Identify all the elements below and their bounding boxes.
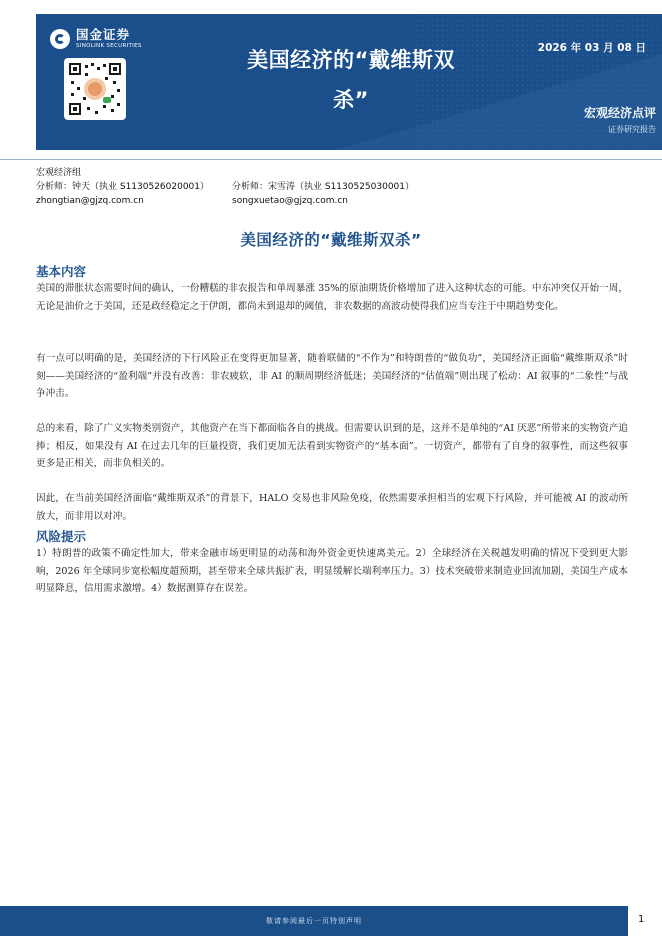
paragraph-basic-1: 美国的滞胀状态需要时间的确认，一份糟糕的非农报告和单周暴涨 35%的原油期货价格增加了进入这种状态的可能。中东冲突仅开始一周，无论是油价之于美国，还是政经稳定之于伊朗，都尚未到退却的阈值，非农数据的高波动使得我们应当专注于中期趋势变化。 — [36, 283, 628, 312]
report-date: 2026 年 03 月 08 日 — [537, 42, 646, 54]
page-number: 1 — [638, 914, 645, 925]
header-divider — [0, 159, 662, 160]
logo-name-en: SINOLINK SECURITIES — [76, 43, 142, 49]
company-logo — [50, 28, 142, 50]
analyst-1-line: 分析师：钟天（执业 S1130526020001） — [36, 182, 210, 192]
footer-disclaimer: 敬请参阅最后一页特别声明 — [266, 917, 362, 925]
logo-name-cn: 国金证券 — [76, 27, 131, 42]
paragraph-basic-4: 因此，在当前美国经济面临“戴维斯双杀”的背景下，HALO 交易也非风险免疫，依然需要承担相当的宏观下行风险，并可能被 AI 的波动所放大，而非用以对冲。 — [36, 493, 628, 522]
analyst-group: 宏观经济组 — [36, 168, 82, 178]
analyst-2-email[interactable]: songxuetao@gjzq.com.cn — [232, 196, 348, 206]
report-title-line-1: 美国经济的“戴维斯双 — [247, 48, 455, 72]
report-category: 宏观经济点评 — [583, 106, 656, 120]
analyst-1-email[interactable]: zhongtian@gjzq.com.cn — [36, 196, 144, 206]
analyst-2 — [232, 180, 452, 208]
header-banner — [36, 14, 662, 150]
paragraph-basic-2: 有一点可以明确的是，美国经济的下行风险正在变得更加显著，随着联储的“不作为”和特朗普的“做负功”，美国经济正面临“戴维斯双杀”时刻——美国经济的“盈利端”并没有改善：非农疲软，非 AI 的顺周期经济低迷；美国经济的“估值端”则出现了松动：AI 叙事的“二象性”与战争冲击。 — [36, 353, 628, 399]
report-title-line-2: 杀” — [333, 88, 369, 112]
analyst-2-line: 分析师：宋雪涛（执业 S1130525030001） — [232, 182, 415, 192]
paragraph-risk-1: 1）特朗普的政策不确定性加大，带来金融市场更明显的动荡和海外资金更快速离美元。2）全球经济在关税越发明确的情况下受到更大影响，2026 年全球同步宽松幅度超预期，甚至带来全球共振扩表，明显缓解长端利率压力。3）技术突破带来制造业回流加剧，美国生产成本明显降息，信用需求激增。4）数据测算存在误差。 — [36, 548, 628, 594]
document-title: 美国经济的“戴维斯双杀” — [240, 231, 422, 249]
section-title-risk: 风险提示 — [36, 529, 87, 544]
analyst-1 — [36, 180, 236, 208]
section-title-basic: 基本内容 — [36, 264, 87, 279]
report-title-banner — [186, 40, 516, 120]
logo-icon — [50, 29, 70, 49]
footer-bar — [0, 906, 628, 936]
qr-code-icon — [64, 58, 126, 120]
paragraph-basic-3: 总的来看，除了广义实物类别资产，其他资产在当下都面临各自的挑战。但需要认识到的是，这并不是单纯的“AI 厌恶”所带来的实物资产追捧；相反，如果没有 AI 在过去几年的巨量投资，我们更加无法看到实物资产的“基本面”。一切资产，都带有了自身的叙事性，而这些叙事更多是正相关，而非负相关的。 — [36, 423, 628, 469]
report-subcategory: 证券研究报告 — [608, 125, 656, 134]
